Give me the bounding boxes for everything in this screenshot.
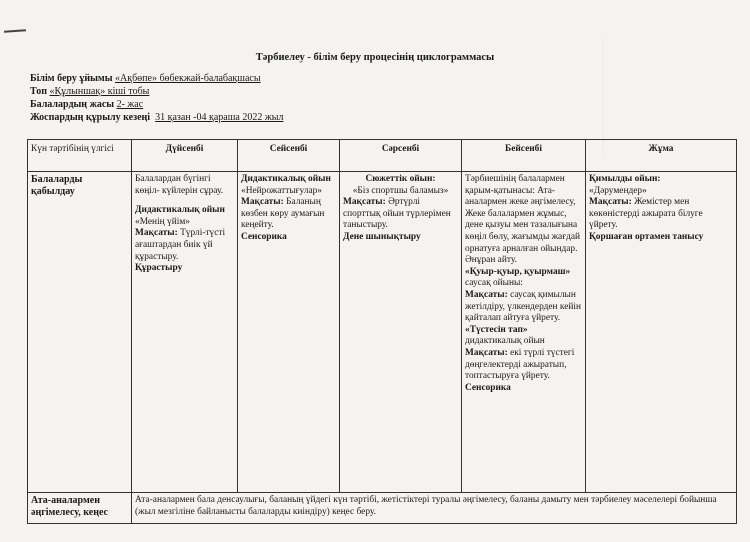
- cell-tuesday: Дидактикалық ойын «Нейрожаттығулар» Мақсаты: Баланың көзбен көру аумағын кеңейту. Сенсорика: [238, 172, 340, 493]
- cell-friday: Қимылды ойын: «Дәрумендер» Мақсаты: Жемістер мен көкөністерді ажырата білуге үйрету. Қоршаған ортамен танысу: [586, 172, 737, 493]
- scan-mark: [4, 29, 26, 33]
- meta-group: Топ «Құлыншақ» кіші тобы: [30, 86, 150, 97]
- cell-thursday: Тәрбиешінің балалармен қарым-қатынасы: Ата-аналармен жеке әңгімелесу, Жеке балалармен жұмыс, дене қызуы мен тазалығына көңіл бөлу, жағымды жағдай орнатуға арналған ойындар. Әнұран айту. «Қуыр-қуыр, қуырмаш» саусақ ойыны: Мақсаты: саусақ қимылын жетілдіру, үлкендерден кейін қайталап айтуға үйрету. «Түстесін тап» дидактикалық ойын Мақсаты: екі түрлі түстегі дөңгелектерді ажыратып, топтастыруға үйрету. Сенсорика: [462, 172, 586, 493]
- row-label-parents: Ата-аналармен әңгімелесу, кеңес: [28, 493, 132, 524]
- cell-wednesday: Сюжеттік ойын: «Біз спортшы баламыз» Мақсаты: Әртүрлі спорттық ойын түрлерімен таныстыру. Дене шынықтыру: [340, 172, 462, 493]
- meta-age: Балалардың жасы 2- жас: [30, 99, 144, 110]
- header-wednesday: Сәрсенбі: [340, 140, 462, 172]
- row-label-reception: Балаларды қабылдау: [28, 172, 132, 493]
- header-daily-routine: Күн тәртібінің үлгісі: [28, 140, 132, 172]
- table-header-row: [28, 140, 737, 172]
- cell-monday: Балалардан бүгінгі көңіл- күйлерін сұрау. Дидактикалық ойын «Менің үйім» Мақсаты: Түрлі-түсті ағаштардан биік үй құрастыру. Құрастыру: [132, 172, 238, 493]
- header-monday: Дүйсенбі: [132, 140, 238, 172]
- header-tuesday: Сейсенбі: [238, 140, 340, 172]
- document-title: Тәрбиелеу - білім беру процесінің циклограммасы: [255, 52, 495, 63]
- meta-org: Білім беру ұйымы «Ақбөпе» бөбекжай-балабақшасы: [30, 73, 261, 84]
- table-row: [28, 493, 737, 524]
- schedule-table: [27, 139, 737, 524]
- cell-parents-consultation: Ата-аналармен бала денсаулығы, баланың үйдегі күн тәртібі, жетістіктері туралы әңгімелесу, баланы дамыту мен тәрбиелеу мәселелері бойынша (жыл мезгіліне байланысты балаларды киіндіру) кеңес беру.: [132, 493, 737, 524]
- table-row: [28, 172, 737, 493]
- meta-period: Жоспардың құрылу кезеңі 31 қазан -04 қараша 2022 жыл: [30, 112, 284, 123]
- document-meta: [30, 72, 283, 124]
- header-friday: Жұма: [586, 140, 737, 172]
- header-thursday: Бейсенбі: [462, 140, 586, 172]
